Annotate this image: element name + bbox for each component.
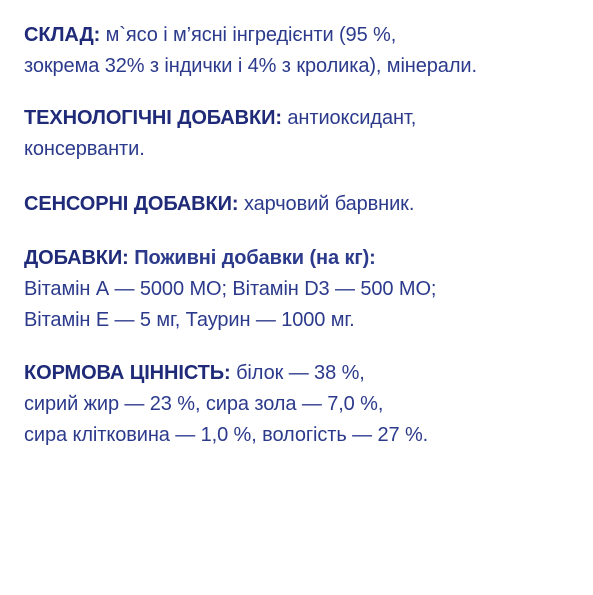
- additives-subheading: Поживні добавки (на кг):: [128, 247, 376, 269]
- section-sensory-additives: [24, 189, 584, 220]
- technological-label: ТЕХНОЛОГІЧНІ ДОБАВКИ:: [24, 107, 282, 129]
- composition-text-1: м`ясо і м’ясні інгредієнти (95 %,: [100, 24, 397, 46]
- section-additives: [24, 243, 584, 336]
- technological-line-1: [24, 103, 584, 134]
- additives-label: ДОБАВКИ:: [24, 247, 129, 269]
- additives-line-3: [24, 305, 584, 336]
- additives-text-2: Вітамін А — 5000 МО; Вітамін D3 — 500 МО;: [24, 278, 437, 300]
- nutritional-text-1: білок — 38 %,: [230, 362, 365, 384]
- section-technological-additives: [24, 103, 584, 165]
- technological-text-1: антиоксидант,: [281, 107, 417, 129]
- composition-text-2: зокрема 32% з індички і 4% з кролика), мінерали.: [24, 55, 477, 77]
- composition-line-2: [24, 51, 584, 82]
- ingredients-document: [24, 20, 584, 471]
- nutritional-label: КОРМОВА ЦІННІСТЬ:: [24, 362, 231, 384]
- technological-line-2: [24, 134, 584, 165]
- nutritional-line-3: [24, 420, 584, 451]
- additives-text-3: Вітамін Е — 5 мг, Таурин — 1000 мг.: [24, 309, 355, 331]
- section-nutritional-value: [24, 358, 584, 451]
- composition-line-1: [24, 20, 584, 51]
- nutritional-text-3: сира клітковина — 1,0 %, вологість — 27 %.: [24, 424, 429, 446]
- composition-label: СКЛАД:: [24, 24, 101, 46]
- sensory-label: СЕНСОРНІ ДОБАВКИ:: [24, 193, 239, 215]
- nutritional-line-1: [24, 358, 584, 389]
- nutritional-text-2: сирий жир — 23 %, сира зола — 7,0 %,: [24, 393, 384, 415]
- section-composition: [24, 20, 584, 82]
- sensory-text-1: харчовий барвник.: [238, 193, 415, 215]
- nutritional-line-2: [24, 389, 584, 420]
- sensory-line-1: [24, 189, 584, 220]
- additives-line-2: [24, 274, 584, 305]
- additives-line-1: [24, 243, 584, 274]
- technological-text-2: консерванти.: [24, 138, 145, 160]
